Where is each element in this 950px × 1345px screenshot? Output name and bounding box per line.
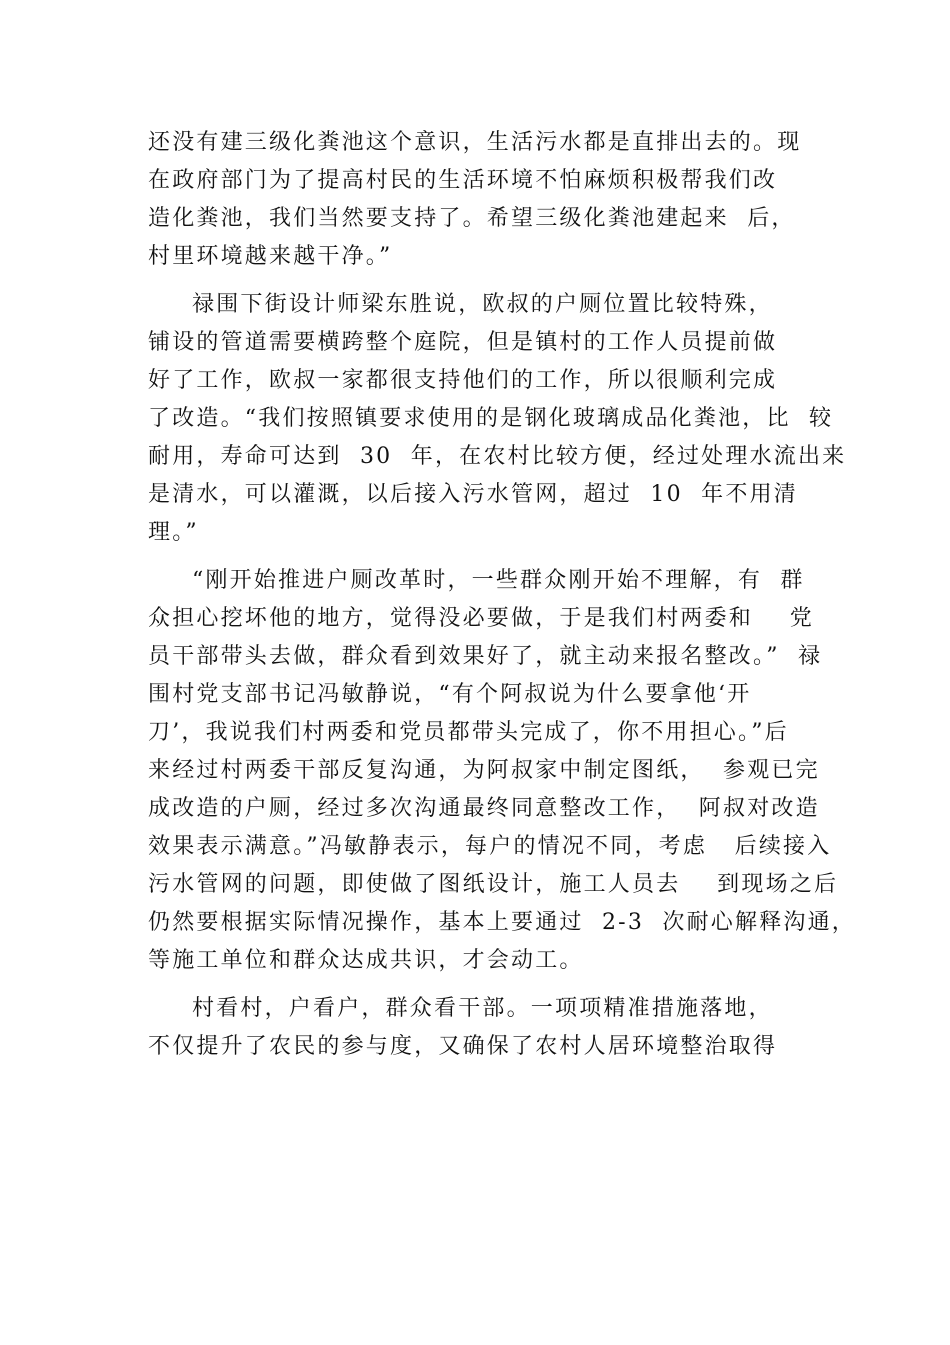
paragraph-line: 来经过村两委干部反复沟通，为阿叔家中制定图纸， 参观已完 [148, 758, 820, 783]
paragraph-line: 还没有建三级化粪池这个意识，生活污水都是直排出去的。现 [148, 130, 802, 155]
paragraph-line: 造化粪池，我们当然要支持了。希望三级化粪池建起来 后， [148, 206, 796, 231]
document-body [148, 124, 857, 1066]
paragraph-line: 禄围下街设计师梁东胜说，欧叔的户厕位置比较特殊， [192, 292, 773, 317]
paragraph-line: 围村党支部书记冯敏静说，“有个阿叔说为什么要拿他‘开 [148, 682, 752, 707]
paragraph-line: 等施工单位和群众达成共识，才会动工。 [148, 948, 584, 973]
paragraph-line: 污水管网的问题，即使做了图纸设计，施工人员去 到现场之后 [148, 872, 839, 897]
paragraph-gap [148, 980, 838, 990]
paragraph-line: 了改造。“我们按照镇要求使用的是钢化玻璃成品化粪池，比 较 [148, 406, 834, 431]
paragraph-line: 耐用，寿命可达到 30 年，在农村比较方便，经过处理水流出来 [148, 444, 847, 469]
paragraph-line: 理。” [148, 520, 199, 545]
paragraph-1 [148, 124, 838, 276]
paragraph-4 [148, 990, 838, 1066]
paragraph-line: 好了工作，欧叔一家都很支持他们的工作，所以很顺利完成 [148, 368, 778, 393]
paragraph-2 [148, 286, 847, 552]
paragraph-line: 村里环境越来越干净。” [148, 244, 393, 269]
paragraph-gap [148, 552, 838, 562]
paragraph-line: 村看村，户看户，群众看干部。一项项精准措施落地， [192, 996, 773, 1021]
paragraph-line: “刚开始推进户厕改革时，一些群众刚开始不理解，有 群 [192, 568, 805, 593]
paragraph-line: 铺设的管道需要横跨整个庭院，但是镇村的工作人员提前做 [148, 330, 778, 355]
paragraph-line: 是清水，可以灌溉，以后接入污水管网，超过 10 年不用清 [148, 482, 798, 507]
paragraph-gap [148, 276, 838, 286]
paragraph-line: 成改造的户厕，经过多次沟通最终同意整改工作， 阿叔对改造 [148, 796, 820, 821]
paragraph-line: 效果表示满意。”冯敏静表示，每户的情况不同，考虑 后续接入 [148, 834, 832, 859]
paragraph-line: 众担心挖坏他的地方，觉得没必要做，于是我们村两委和 党 [148, 606, 814, 631]
paragraph-line: 员干部带头去做，群众看到效果好了，就主动来报名整改。” 禄 [148, 644, 823, 669]
paragraph-line: 仍然要根据实际情况操作，基本上要通过 2-3 次耐心解释沟通， [148, 910, 857, 935]
paragraph-3 [148, 562, 857, 980]
paragraph-line: 在政府部门为了提高村民的生活环境不怕麻烦积极帮我们改 [148, 168, 778, 193]
paragraph-line: 刀’，我说我们村两委和党员都带头完成了，你不用担心。”后 [148, 720, 789, 745]
paragraph-line: 不仅提升了农民的参与度，又确保了农村人居环境整治取得 [148, 1034, 778, 1059]
